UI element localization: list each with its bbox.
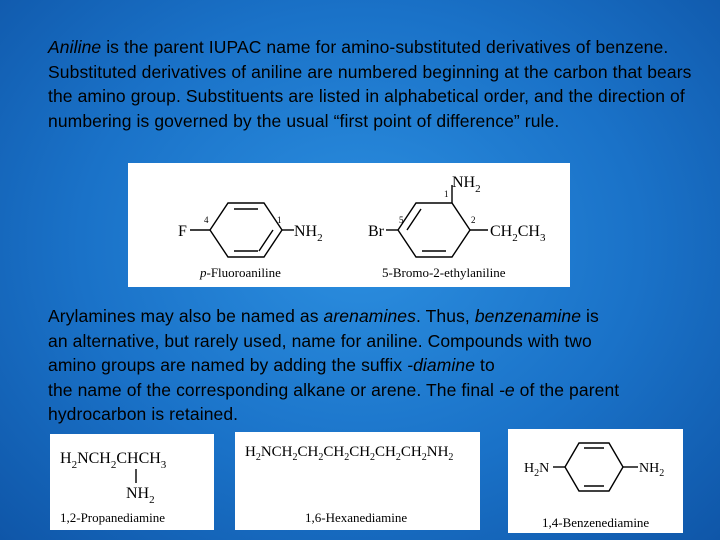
locant-1-left: 1 xyxy=(277,215,282,225)
caption-benzenediamine: 1,4-Benzenediamine xyxy=(542,515,650,530)
hexanediamine-formula: $H_2NCH_2CH_2CH_2CH_2CH_2CH_2NH_2$ xyxy=(245,444,454,463)
amino-label-right: $NH_2$ xyxy=(452,174,481,195)
para2-line2: an alternative, but rarely used, name for aniline. Compounds with two xyxy=(48,330,592,351)
bromo-label: Br xyxy=(368,223,384,240)
caption-hexanediamine: 1,6-Hexanediamine xyxy=(305,510,408,525)
intro-text: is the parent IUPAC name for amino-substituted derivatives of benzene. Substituted derivatives of aniline are numbered beginning at the carbon that bears the amino group. Substituents are listed in alphabetical order, and the direction of numbering is governed by the usual “first point of difference” rule. xyxy=(48,37,692,131)
para2-line4: the name of the corresponding alkane or arene. The final -e of the parent xyxy=(48,379,620,400)
locant-5: 5 xyxy=(399,215,404,225)
para2-line3: amino groups are named by adding the suffix -diamine to xyxy=(48,355,495,375)
locant-1-right: 1 xyxy=(444,189,449,199)
locant-2: 2 xyxy=(471,215,476,225)
intro-paragraph xyxy=(48,35,698,133)
caption-propanediamine: 1,2-Propanediamine xyxy=(60,510,166,525)
intro-term: Aniline xyxy=(48,37,102,57)
benzenediamine-figure xyxy=(508,429,683,533)
para2-line5: hydrocarbon is retained. xyxy=(48,404,239,424)
hexanediamine-figure xyxy=(235,432,480,530)
fluoro-label: F xyxy=(178,223,187,240)
p-fluoroaniline-structure xyxy=(190,203,294,257)
amino-label-left: $NH_2$ xyxy=(294,223,323,244)
benzenediamine-right-amino: $NH_2$ xyxy=(639,461,665,479)
arylamines-paragraph xyxy=(48,304,708,427)
propanediamine-formula: $H_2NCH_2CHCH_3$ xyxy=(60,450,167,471)
propanediamine-branch: $NH_2$ xyxy=(126,485,155,506)
propanediamine-figure xyxy=(50,434,214,530)
caption-p-fluoroaniline: p-Fluoroaniline xyxy=(200,265,281,280)
ethyl-label: $CH_2CH_3$ xyxy=(490,223,546,244)
benzenediamine-left-amino: $H_2N$ xyxy=(524,461,550,479)
caption-bromo-ethylaniline: 5-Bromo-2-ethylaniline xyxy=(382,265,506,280)
locant-4: 4 xyxy=(204,215,209,225)
para2-line1: Arylamines may also be named as arenamines. Thus, benzenamine is xyxy=(48,306,599,326)
benzenediamine-structure xyxy=(553,443,638,491)
aniline-derivatives-figure xyxy=(128,163,570,287)
